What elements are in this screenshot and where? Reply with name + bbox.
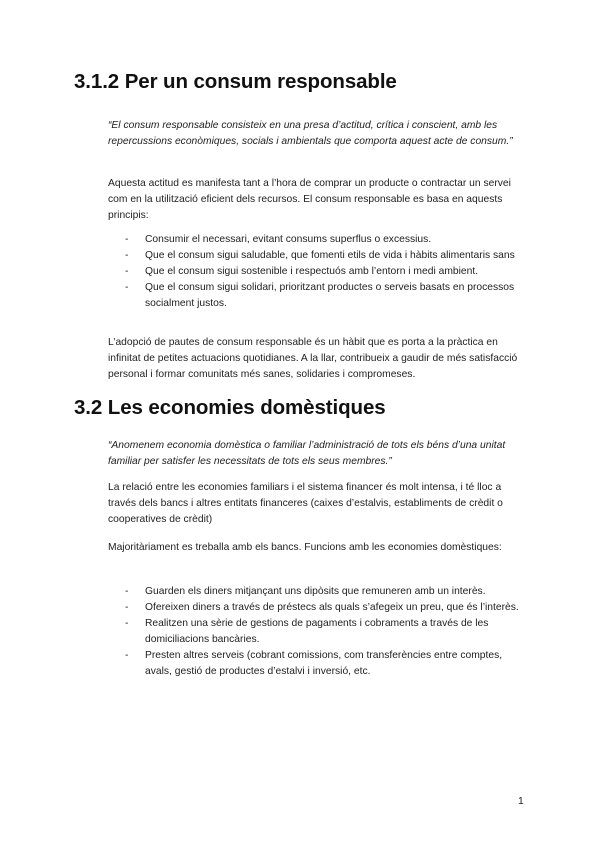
bullet-dash: - [125, 586, 129, 597]
bullet-dash: - [125, 282, 129, 293]
quote-economia-domestica: “Anomenem economia domèstica o familiar l’administració de tots els béns d’una unitat familiar per satisfer les necessitats de tots els seus membres.” [108, 440, 506, 467]
list-item [108, 616, 528, 648]
page-number: 1 [518, 796, 524, 807]
list-item-text: Consumir el necessari, evitant consums superflus o excessius. [145, 234, 432, 245]
list-item [108, 648, 528, 680]
list-item [108, 600, 528, 616]
list-item [108, 248, 528, 264]
bank-functions-list [108, 584, 528, 680]
bullet-dash: - [125, 250, 129, 261]
banks-paragraph: Majoritàriament es treballa amb els bancs. Funcions amb les economies domèstiques: [108, 542, 502, 553]
list-item-text: Ofereixen diners a través de préstecs als quals s’afegeix un preu, que és l’interès. [145, 602, 519, 613]
intro-paragraph: Aquesta actitud es manifesta tant a l’hora de comprar un producte o contractar un servei com en la utilització eficient dels recursos. El consum responsable es basa en aquests principis: [108, 178, 511, 221]
list-item-text: Guarden els diners mitjançant uns dipòsits que remuneren amb un interès. [145, 586, 486, 597]
list-item [108, 264, 528, 280]
list-item [108, 584, 528, 600]
bullet-dash: - [125, 266, 129, 277]
closing-paragraph: L’adopció de pautes de consum responsable és un hàbit que es porta a la pràctica en infinitat de petites actuacions quotidianes. A la llar, contribueix a gaudir de més satisfacció personal i formar comunitats més sanes, solidaries i compromeses. [108, 337, 518, 380]
bullet-dash: - [125, 618, 129, 629]
section-heading-consum-responsable: 3.1.2 Per un consum responsable [74, 70, 397, 93]
list-item-text: Presten altres serveis (cobrant comissions, com transferències entre comptes, avals, gestió de productes d’estalvi i inversió, etc. [145, 650, 503, 677]
principles-list [108, 232, 528, 312]
list-item-text: Que el consum sigui sostenible i respectuós amb l’entorn i medi ambient. [145, 266, 479, 277]
list-item-text: Que el consum sigui saludable, que fomenti etils de vida i hàbits alimentaris sans [145, 250, 515, 261]
bullet-dash: - [125, 234, 129, 245]
list-item [108, 280, 528, 312]
list-item-text: Que el consum sigui solidari, prioritzant productes o serveis basats en processos socialment justos. [145, 282, 515, 309]
section-heading-economies-domestiques: 3.2 Les economies domèstiques [74, 396, 386, 419]
quote-consum-responsable: “El consum responsable consisteix en una presa d’actitud, crítica i conscient, amb les repercussions econòmiques, socials i ambientals que comporta aquest acte de consum.” [108, 120, 513, 147]
bullet-dash: - [125, 602, 129, 613]
list-item [108, 232, 528, 248]
bullet-dash: - [125, 650, 129, 661]
financial-relation-paragraph: La relació entre les economies familiars i el sistema financer és molt intensa, i té lloc a través dels bancs i altres entitats financeres (caixes d’estalvis, establiments de crèdit o cooperatives de crèdit) [108, 482, 503, 525]
list-item-text: Realitzen una sèrie de gestions de pagaments i cobraments a través de les domiciliacions bancàries. [145, 618, 489, 645]
